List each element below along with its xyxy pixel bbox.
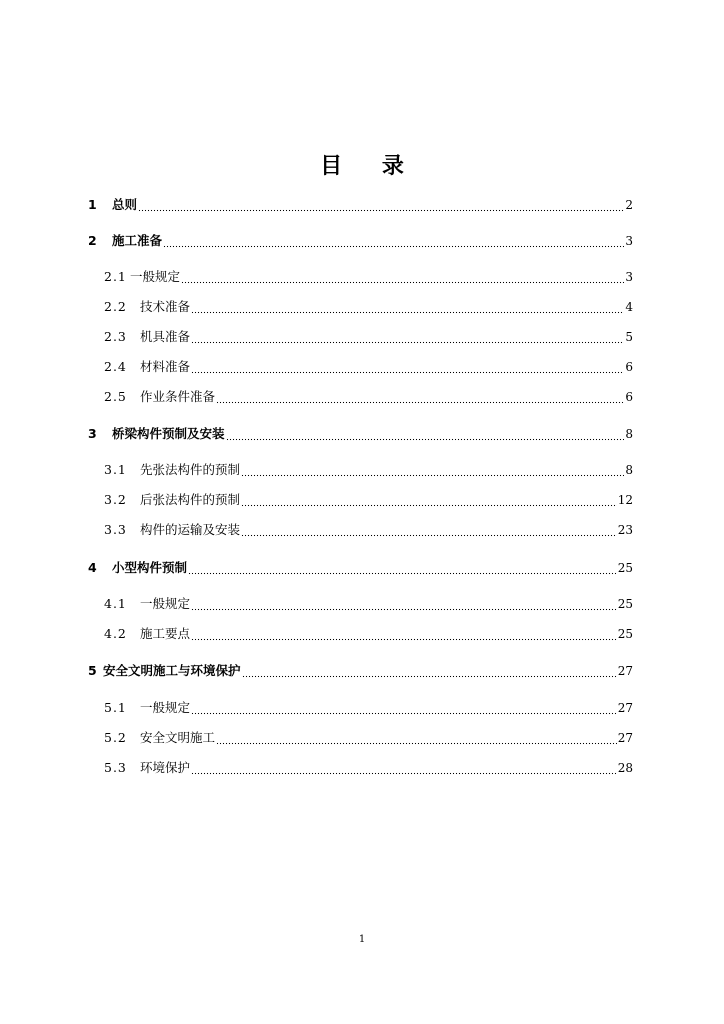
toc-entry-number: 2.5 xyxy=(104,389,127,404)
toc-entry-page: 3 xyxy=(625,270,633,284)
toc-dot-leader xyxy=(216,390,624,404)
toc-entry-number: 4.2 xyxy=(104,626,127,641)
toc-dot-leader xyxy=(191,627,617,641)
toc-entry-label: 施工要点 xyxy=(140,626,191,641)
toc-dot-leader xyxy=(241,463,624,477)
toc-entry-label: 机具准备 xyxy=(140,329,191,344)
toc-dot-leader xyxy=(226,427,625,441)
toc-entry-4[interactable] xyxy=(88,559,633,577)
toc-entry-number: 1 xyxy=(88,197,97,212)
toc-dot-leader xyxy=(241,523,617,537)
toc-entry-3-2[interactable] xyxy=(104,491,633,509)
toc-entry-label: 环境保护 xyxy=(140,760,191,775)
toc-entry-page: 3 xyxy=(625,234,633,248)
toc-dot-leader xyxy=(191,701,617,715)
toc-dot-leader xyxy=(191,761,617,775)
toc-entry-label: 后张法构件的预制 xyxy=(140,492,241,507)
toc-entry-number: 4.1 xyxy=(104,596,127,611)
toc-entry-page: 8 xyxy=(625,463,633,477)
toc-entry-number: 5.3 xyxy=(104,760,127,775)
toc-entry-page: 5 xyxy=(625,330,633,344)
toc-entry-3-1[interactable] xyxy=(104,461,633,479)
toc-entry-number: 3.3 xyxy=(104,522,127,537)
toc-entry-label: 施工准备 xyxy=(112,233,163,248)
toc-entry-label: 技术准备 xyxy=(140,299,191,314)
toc-entry-label: 先张法构件的预制 xyxy=(140,462,241,477)
toc-dot-leader xyxy=(191,597,617,611)
toc-entry-4-1[interactable] xyxy=(104,595,633,613)
toc-entry-label: 一般规定 xyxy=(140,700,191,715)
toc-entry-2-4[interactable] xyxy=(104,358,633,376)
toc-entry-number: 2.3 xyxy=(104,329,127,344)
toc-entry-3-3[interactable] xyxy=(104,521,633,539)
toc-entry-number: 5.2 xyxy=(104,730,127,745)
toc-dot-leader xyxy=(188,561,617,575)
toc-entry-2-5[interactable] xyxy=(104,388,633,406)
toc-entry-page: 27 xyxy=(617,731,633,745)
toc-dot-leader xyxy=(241,493,617,507)
toc-entry-1[interactable] xyxy=(88,196,633,214)
toc-entry-number: 2.1 xyxy=(104,269,127,284)
toc-entry-label: 小型构件预制 xyxy=(112,560,188,575)
toc-entry-page: 28 xyxy=(617,761,633,775)
toc-entry-page: 23 xyxy=(617,523,633,537)
toc-dot-leader xyxy=(191,360,624,374)
toc-dot-leader xyxy=(191,330,624,344)
toc-entry-label: 总则 xyxy=(112,197,138,212)
toc-dot-leader xyxy=(181,270,624,284)
toc-entry-page: 8 xyxy=(625,427,633,441)
toc-entry-page: 27 xyxy=(617,701,633,715)
toc-entry-label: 安全文明施工与环境保护 xyxy=(103,663,241,678)
toc-entry-page: 4 xyxy=(625,300,633,314)
toc-entry-number: 3.2 xyxy=(104,492,127,507)
toc-entry-number: 2.2 xyxy=(104,299,127,314)
toc-entry-page: 27 xyxy=(617,664,633,678)
toc-entry-number: 4 xyxy=(88,560,97,575)
toc-entry-2-2[interactable] xyxy=(104,298,633,316)
toc-entry-label: 构件的运输及安装 xyxy=(140,522,241,537)
toc-entry-page: 25 xyxy=(617,627,633,641)
toc-entry-label: 安全文明施工 xyxy=(140,730,216,745)
page-number: 1 xyxy=(358,934,366,945)
toc-entry-number: 5 xyxy=(88,663,97,678)
toc-dot-leader xyxy=(163,234,624,248)
toc-entry-number: 3 xyxy=(88,426,97,441)
toc-entry-2[interactable] xyxy=(88,232,633,250)
toc-entry-label: 材料准备 xyxy=(140,359,191,374)
toc-entry-4-2[interactable] xyxy=(104,625,633,643)
toc-entry-5-2[interactable] xyxy=(104,729,633,747)
toc-entry-number: 5.1 xyxy=(104,700,127,715)
toc-entry-5-3[interactable] xyxy=(104,759,633,777)
toc-entry-5-1[interactable] xyxy=(104,699,633,717)
toc-entry-2-3[interactable] xyxy=(104,328,633,346)
toc-entry-3[interactable] xyxy=(88,425,633,443)
toc-dot-leader xyxy=(191,300,624,314)
toc-entry-page: 25 xyxy=(617,561,633,575)
toc-entry-label: 桥梁构件预制及安装 xyxy=(112,426,225,441)
toc-entry-page: 6 xyxy=(625,360,633,374)
toc-dot-leader xyxy=(216,731,617,745)
toc-dot-leader xyxy=(138,198,624,212)
toc-entry-page: 12 xyxy=(617,493,633,507)
toc-entry-page: 2 xyxy=(625,198,633,212)
toc-entry-number: 2 xyxy=(88,233,97,248)
toc-entry-5[interactable] xyxy=(88,662,633,680)
toc-entry-2-1[interactable] xyxy=(104,268,633,286)
toc-entry-label: 一般规定 xyxy=(140,596,191,611)
toc-entry-page: 6 xyxy=(625,390,633,404)
toc-entry-page: 25 xyxy=(617,597,633,611)
toc-entry-label: 一般规定 xyxy=(130,269,181,284)
toc-entry-number: 3.1 xyxy=(104,462,127,477)
toc-dot-leader xyxy=(242,664,617,678)
toc-title: 目 录 xyxy=(320,154,420,179)
toc-entry-label: 作业条件准备 xyxy=(140,389,216,404)
toc-entry-number: 2.4 xyxy=(104,359,127,374)
